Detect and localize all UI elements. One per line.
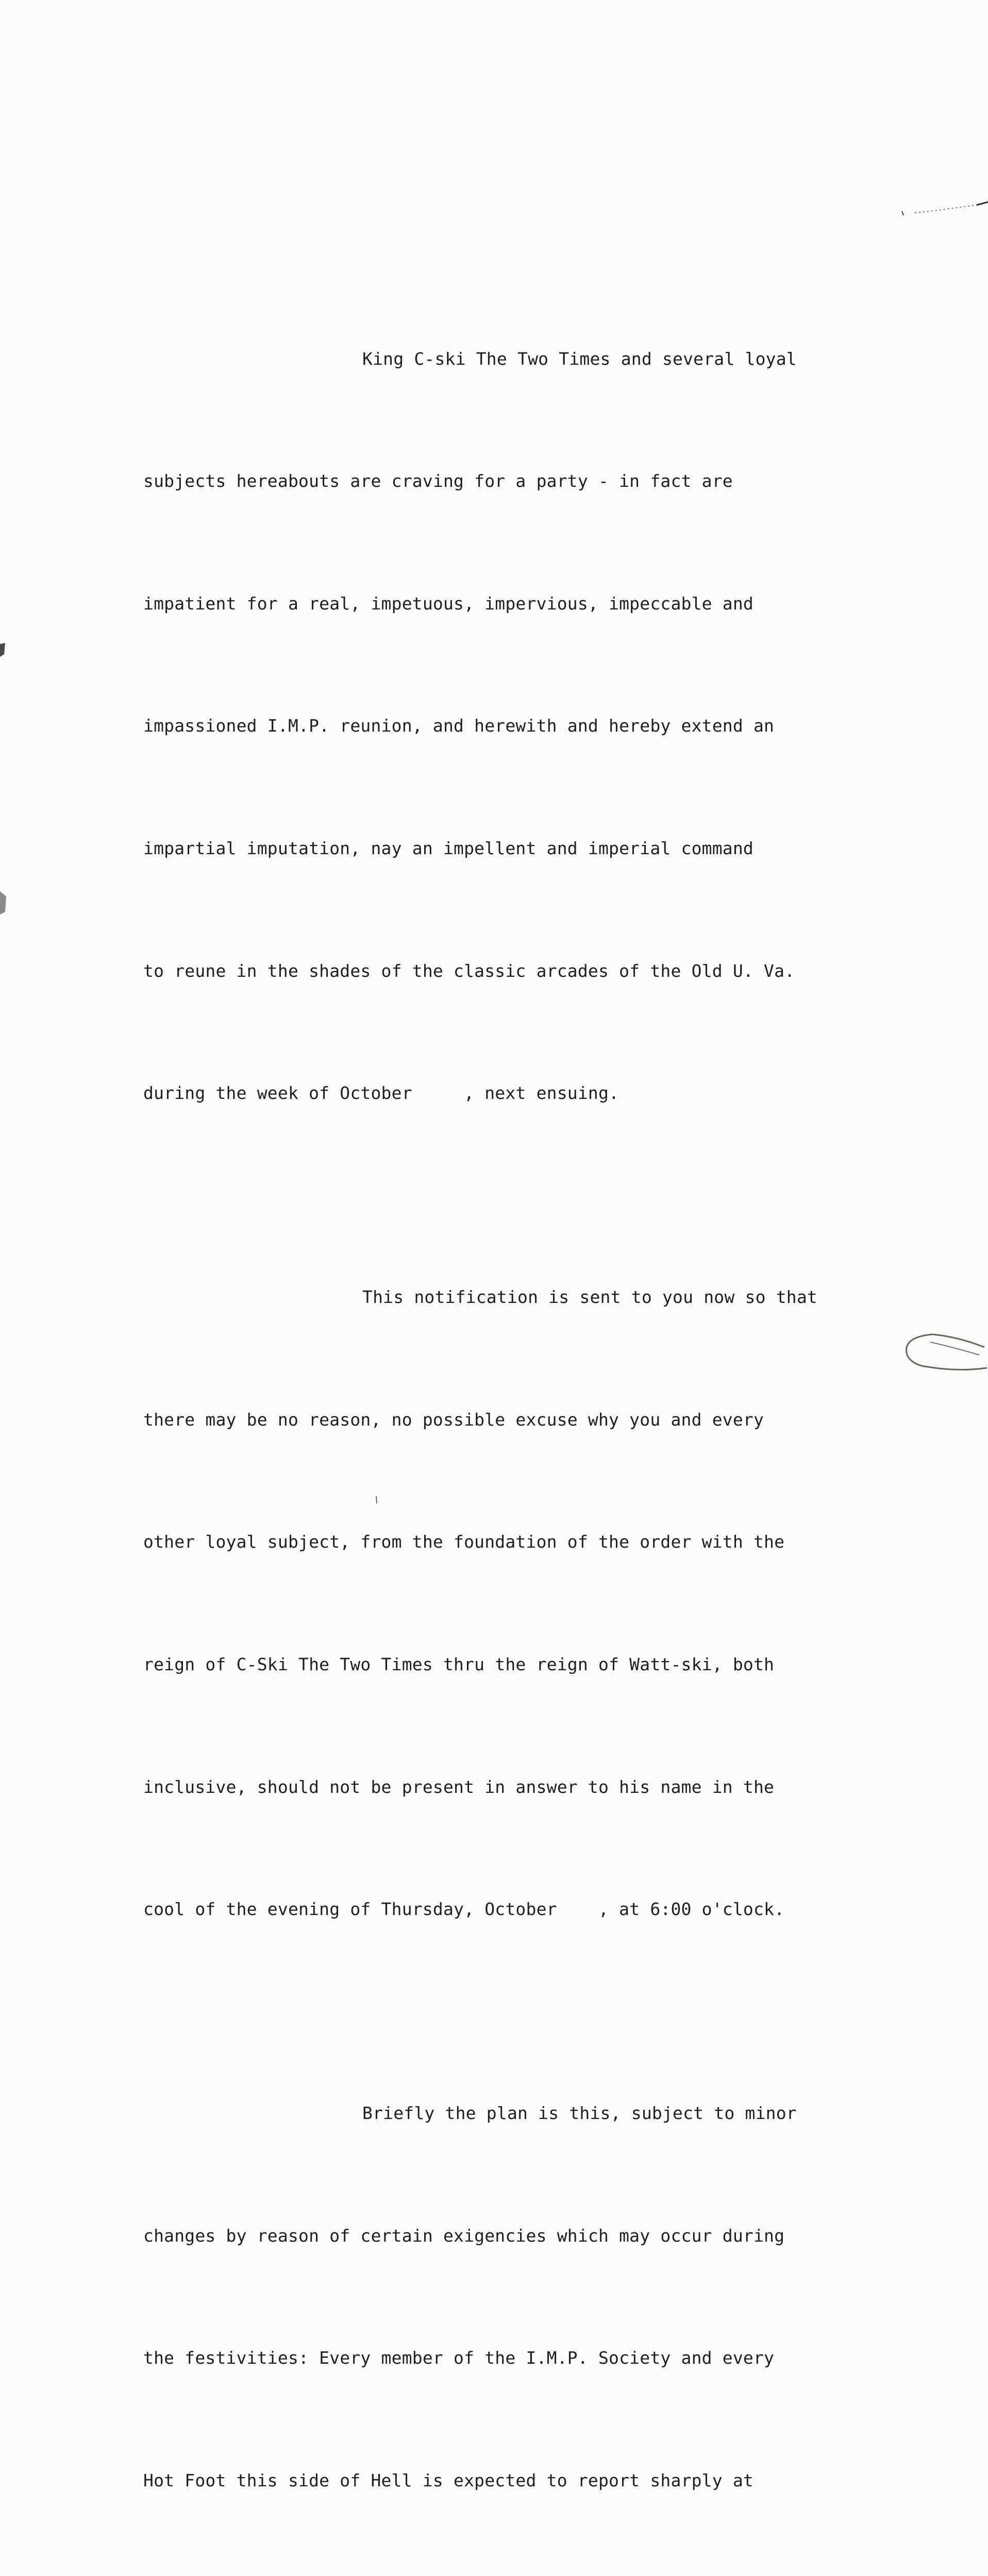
text-line: during the week of October , next ensuing. <box>143 1083 619 1104</box>
text-line: inclusive, should not be present in answer to his name in the <box>143 1776 775 1797</box>
text-line: Briefly the plan is this, subject to minor <box>362 2103 797 2124</box>
text-line: King C-ski The Two Times and several loyal <box>362 348 797 369</box>
text-line: Hot Foot this side of Hell is expected to report sharply at <box>143 2470 753 2490</box>
text-line: there may be no reason, no possible excuse why you and every <box>143 1409 764 1430</box>
letter-body <box>143 216 927 2576</box>
text-line: This notification is sent to you now so that <box>362 1287 817 1308</box>
edge-smudge-left <box>0 634 10 922</box>
text-line: cool of the evening of Thursday, October , at 6:00 o'clock. <box>143 1899 785 1920</box>
text-line: impartial imputation, nay an impellent and imperial command <box>143 838 753 858</box>
text-line: other loyal subject, from the foundation of the order with the <box>143 1532 785 1552</box>
text-line: impassioned I.M.P. reunion, and herewith and hereby extend an <box>143 716 775 736</box>
text-line: the festivities: Every member of the I.M.P. Society and every <box>143 2348 775 2368</box>
text-line: impatient for a real, impetuous, impervious, impeccable and <box>143 593 753 614</box>
text-line: subjects hereabouts are craving for a party - in fact are <box>143 471 733 492</box>
text-line: changes by reason of certain exigencies which may occur during <box>143 2225 785 2246</box>
text-line: reign of C-Ski The Two Times thru the reign of Watt-ski, both <box>143 1654 775 1674</box>
text-line: to reune in the shades of the classic arcades of the Old U. Va. <box>143 960 795 981</box>
